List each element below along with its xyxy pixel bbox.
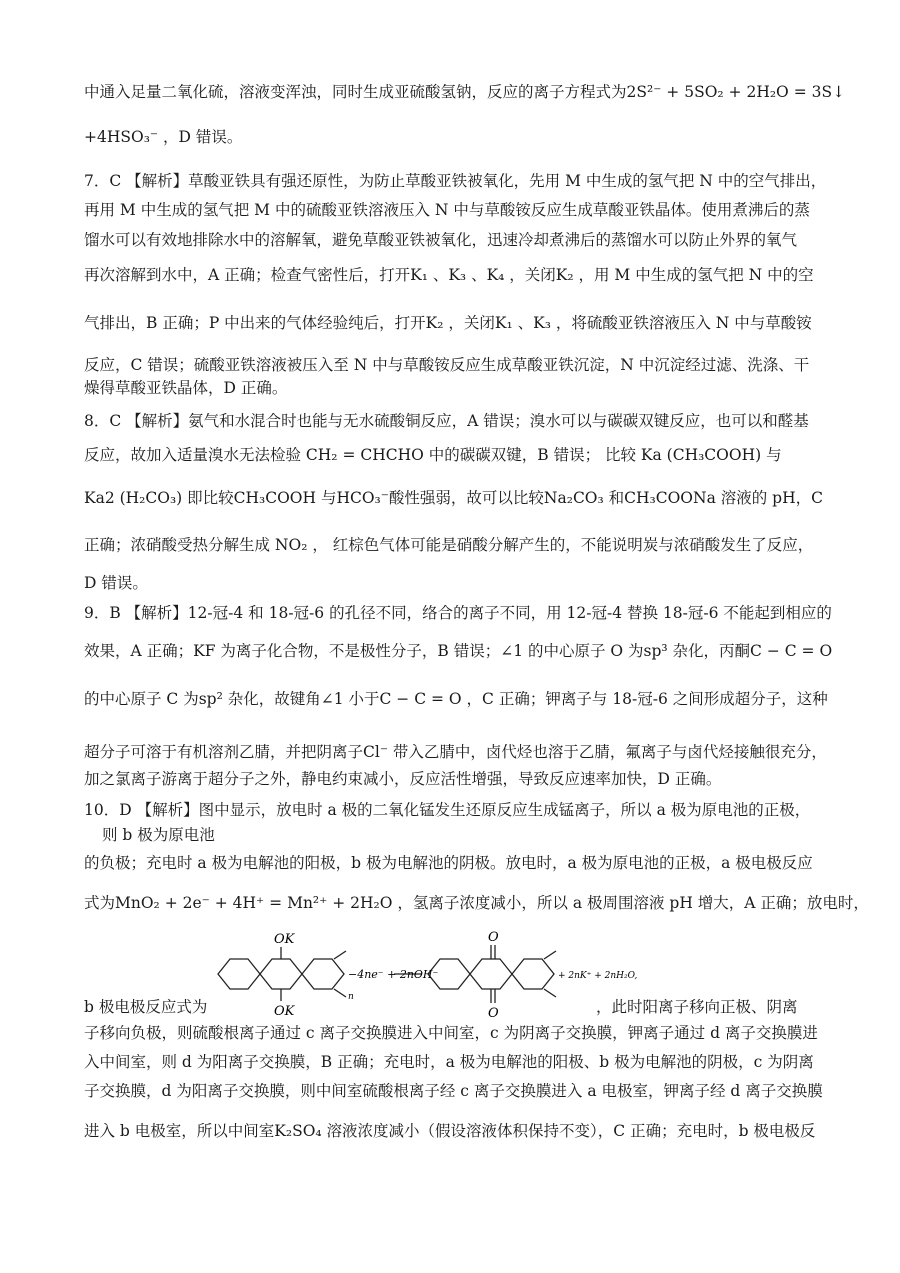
text-line: 的负极；充电时 a 极为电解池的阳极，b 极为电解池的阴极。放电时，a 极为原电池的正极，a 极电极反应 xyxy=(84,854,813,872)
text-line: b 极电极反应式为 xyxy=(84,998,208,1016)
left-right-ring xyxy=(302,959,344,989)
text-line: 反应，C 错误；硫酸亚铁溶液被压入至 N 中与草酸铵反应生成草酸亚铁沉淀，N 中沉淀经过滤、洗涤、干 xyxy=(84,356,810,374)
text-line: Ka2 (H₂CO₃) 即比较CH₃COOH 与HCO₃⁻酸性强弱，故可以比较Na₂CO₃ 和CH₃COONa 溶液的 pH，C xyxy=(84,489,823,507)
text-line: 气排出，B 正确；P 中出来的气体经验纯后，打开K₂ ，关闭K₁ 、K₃ ，将硫酸亚铁溶液压入 N 中与草酸铵 xyxy=(84,314,812,332)
left-middle-ring xyxy=(260,959,302,989)
text-line: 正确；浓硝酸受热分解生成 NO₂ ， 红棕色气体可能是硝酸分解产生的，不能说明炭与浓硝酸发生了反应， xyxy=(84,536,814,554)
text-line: ，此时阳离子移向正极、阴离 xyxy=(596,998,798,1016)
figure-label: O xyxy=(488,1006,499,1021)
text-line: 进入 b 电极室，所以中间室K₂SO₄ 溶液浓度减小（假设溶液体积保持不变），C 正确；充电时，b 极电极反 xyxy=(84,1122,816,1140)
right-right-ring xyxy=(512,959,554,989)
text-line: D 错误。 xyxy=(84,574,148,592)
text-line: 加之氯离子游离于超分子之外，静电约束减小，反应活性增强，导致反应速率加快，D 正确。 xyxy=(84,770,722,788)
text-line: 8．C 【解析】氨气和水混合时也能与无水硫酸铜反应，A 错误；溴水可以与碳碳双键反应，也可以和醛基 xyxy=(84,412,809,430)
figure-label: OK xyxy=(274,932,295,947)
text-line: 效果，A 正确；KF 为离子化合物，不是极性分子，B 错误；∠1 的中心原子 O 为sp³ 杂化，丙酮C − C = O xyxy=(84,642,833,660)
text-line: 再次溶解到水中，A 正确；检查气密性后，打开K₁ 、K₃ 、K₄ ，关闭K₂ ，用 M 中生成的氢气把 N 中的空 xyxy=(84,266,814,284)
right-middle-ring xyxy=(470,959,512,989)
text-line: 馏水可以有效地排除水中的溶解氧，避免草酸亚铁被氧化，迅速冷却煮沸后的蒸馏水可以防止外界的氧气 xyxy=(84,231,798,249)
text-line: 9．B 【解析】12-冠-4 和 18-冠-6 的孔径不同，络合的离子不同，用 12-冠-4 替换 18-冠-6 不能起到相应的 xyxy=(84,604,832,622)
figure-reagents: −4ne⁻ + 2nOH⁻ xyxy=(348,968,439,981)
text-line: +4HSO₃⁻ ，D 错误。 xyxy=(84,128,243,146)
text-line: 子交换膜，d 为阳离子交换膜，则中间室硫酸根离子经 c 离子交换膜进入 a 电极室，钾离子经 d 离子交换膜 xyxy=(84,1082,823,1100)
text-line: 式为MnO₂ + 2e⁻ + 4H⁺ = Mn²⁺ + 2H₂O ，氢离子浓度减小，所以 a 极周围溶液 pH 增大，A 正确；放电时， xyxy=(84,894,869,912)
left-benzene-ring xyxy=(218,959,260,989)
figure-n-label: n xyxy=(348,992,354,1002)
text-line: 再用 M 中生成的氢气把 M 中的硫酸亚铁溶液压入 N 中与草酸铵反应生成草酸亚铁晶体。使用煮沸后的蒸 xyxy=(84,201,810,219)
text-line: 的中心原子 C 为sp² 杂化，故键角∠1 小于C − C = O ，C 正确；钾离子与 18-冠-6 之间形成超分子，这种 xyxy=(84,690,828,708)
text-line: 超分子可溶于有机溶剂乙腈，并把阴离子Cl⁻ 带入乙腈中，卤代烃也溶于乙腈，氟离子与卤代烃接触很充分， xyxy=(84,743,827,761)
figure-label: O xyxy=(488,930,499,945)
text-line: 反应，故加入适量溴水无法检验 CH₂ = CHCHO 中的碳碳双键，B 错误； 比较 Ka (CH₃COOH) 与 xyxy=(84,446,782,464)
figure-label: OK xyxy=(274,1004,295,1019)
text-line: 燥得草酸亚铁晶体，D 正确。 xyxy=(84,379,288,397)
text-line: 子移向负极，则硫酸根离子通过 c 离子交换膜进入中间室，c 为阴离子交换膜，钾离子通过 d 离子交换膜进 xyxy=(84,1024,818,1042)
electrode-reaction-figure xyxy=(208,929,638,1021)
figure-products: + 2nK⁺ + 2nH₂O, xyxy=(558,971,638,981)
text-line: 则 b 极为原电池 xyxy=(102,826,215,844)
text-line: 中通入足量二氧化硫，溶液变浑浊，同时生成亚硫酸氢钠，反应的离子方程式为2S²⁻ + 5SO₂ + 2H₂O = 3S↓ xyxy=(84,83,846,101)
anthraquinone-reaction-diagram xyxy=(208,929,638,1021)
text-line: 10．D 【解析】图中显示，放电时 a 极的二氧化锰发生还原反应生成锰离子，所以 a 极为原电池的正极， xyxy=(84,801,811,819)
text-line: 入中间室，则 d 为阳离子交换膜，B 正确；充电时，a 极为电解池的阳极、b 极为电解池的阴极，c 为阴离 xyxy=(84,1053,814,1071)
text-line: 7．C 【解析】草酸亚铁具有强还原性，为防止草酸亚铁被氧化，先用 M 中生成的氢气把 N 中的空气排出， xyxy=(84,172,827,190)
